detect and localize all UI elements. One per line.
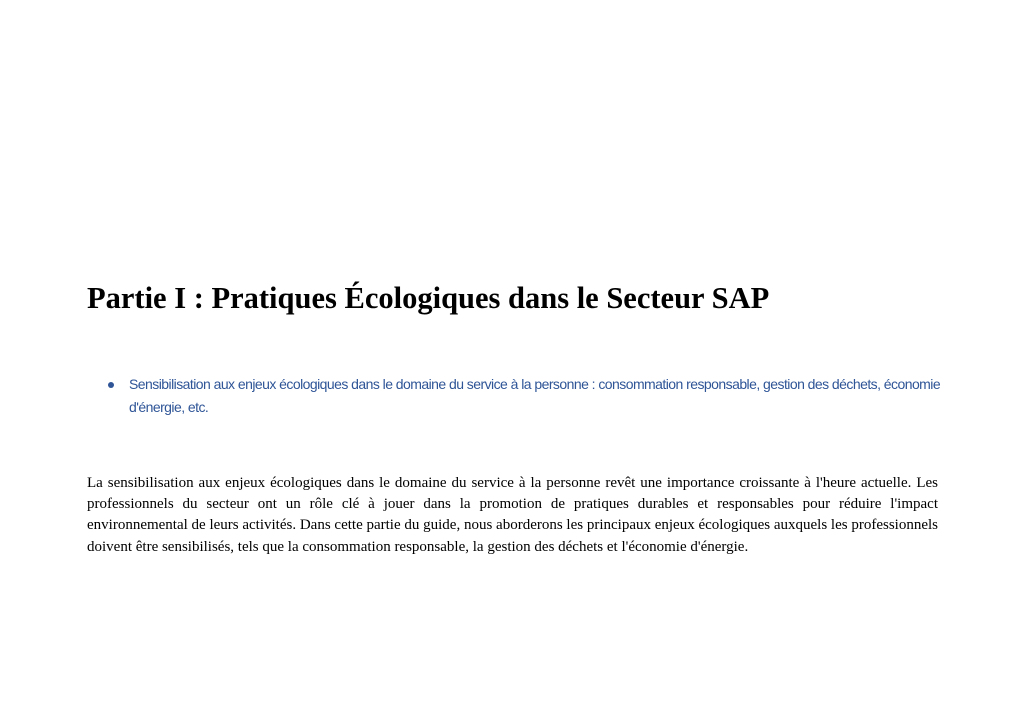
body-paragraph: La sensibilisation aux enjeux écologiques dans le domaine du service à la personne revêt une importance croissante à l'heure actuelle. Les professionnels du secteur ont un rôle clé à jouer dans la promotion de pratiques durables et responsables pour réduire l'impact environnemental de leurs activités. Dans cette partie du guide, nous aborderons les principaux enjeux écologiques auxquels les professionnels doivent être sensibilisés, tels que la consommation responsable, la gestion des déchets et l'économie d'énergie. (87, 475, 939, 555)
bullet-item (108, 373, 943, 419)
bullet-icon (108, 382, 114, 388)
bullet-list (108, 373, 943, 419)
bullet-text: Sensibilisation aux enjeux écologiques dans le domaine du service à la personne : consommation responsable, gestion des déchets, économie d'énergie, etc. (129, 376, 941, 415)
section-heading: Partie I : Pratiques Écologiques dans le Secteur SAP (87, 281, 770, 315)
